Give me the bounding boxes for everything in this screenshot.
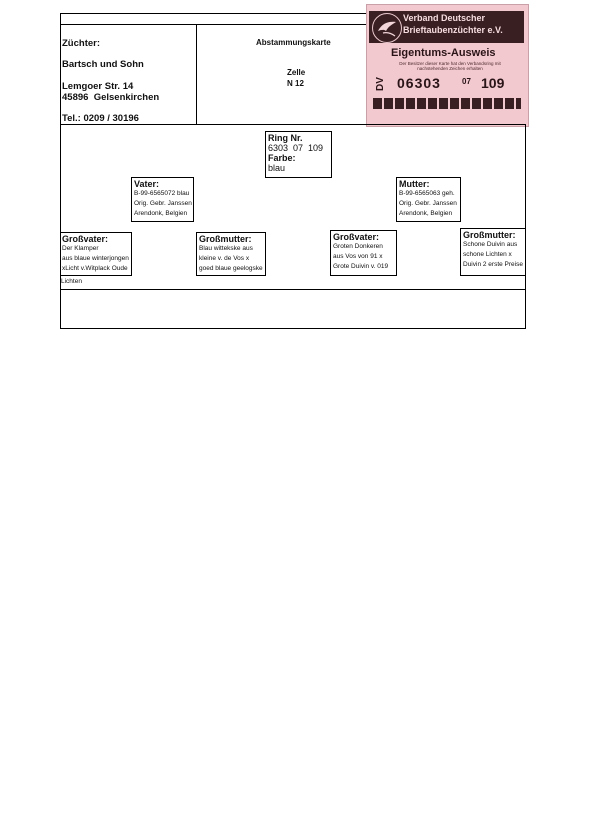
cell-value: N 12: [287, 79, 304, 88]
grandmother-paternal-box: [196, 232, 266, 276]
father-label: Vater:: [134, 179, 160, 189]
ring-label: Ring Nr.: [268, 133, 303, 143]
ownership-pattern-band: [373, 98, 521, 109]
header-divider: [196, 24, 197, 124]
grandparent-line: schone Lichten x: [463, 251, 512, 258]
grandmother-maternal-box: [460, 228, 526, 276]
mother-line: B-99-6565063 geh.: [399, 190, 455, 197]
ownership-country: DV: [375, 77, 386, 91]
breeder-label: Züchter:: [62, 38, 100, 49]
grandparent-line: Der Klamper: [62, 245, 99, 252]
grandparent-label: Großvater:: [333, 232, 380, 242]
grandparent-label: Großmutter:: [463, 230, 516, 240]
card-title: Abstammungskarte: [256, 38, 331, 47]
header-left-rule: [60, 13, 61, 124]
mother-label: Mutter:: [399, 179, 430, 189]
mother-line: Arendonk, Belgien: [399, 210, 453, 217]
ring-value: 6303 07 109: [268, 143, 324, 153]
grandparent-line: Schone Duivin aus: [463, 241, 518, 248]
father-line: Arendonk, Belgien: [134, 210, 188, 217]
color-value: blau: [268, 163, 286, 173]
grandparent-line: aus blaue winterjongen: [62, 255, 129, 262]
father-line: B-99-6565072 blau: [134, 190, 190, 197]
father-box: [131, 177, 194, 222]
grandfather-maternal-box: [330, 230, 397, 276]
ownership-number: 06303: [397, 75, 441, 91]
ownership-note: Der Besitzer dieser Karte hat den Verbandsring mit nachstehenden Zeichen erhalten: [399, 61, 501, 71]
grandparent-label: Großmutter:: [199, 234, 252, 244]
mother-line: Orig. Gebr. Janssen: [399, 200, 457, 207]
pigeon-box: [265, 131, 332, 178]
father-line: Orig. Gebr. Janssen: [134, 200, 192, 207]
breeder-city: 45896 Gelsenkirchen: [62, 92, 160, 103]
pedigree-frame-rule: [60, 289, 526, 290]
grandparent-line: kleine v. de Vos x: [199, 255, 250, 262]
ownership-org-line2: Brieftaubenzüchter e.V.: [403, 25, 503, 35]
grandparent-line: goed blaue geelogske: [199, 265, 263, 272]
breeder-name: Bartsch und Sohn: [62, 59, 144, 70]
grandparent-line: Lichten: [61, 278, 82, 285]
grandparent-line: aus Vos von 91 x: [333, 253, 383, 260]
ownership-year: 07: [462, 77, 471, 86]
grandparent-line: Blau wittekske aus: [199, 245, 253, 252]
breeder-street: Lemgoer Str. 14: [62, 81, 134, 92]
grandparent-line: xLicht v.Witplack Oude: [62, 265, 128, 272]
ownership-title: Eigentums-Ausweis: [391, 47, 496, 59]
mother-box: [396, 177, 461, 222]
grandfather-paternal-box: [60, 232, 132, 276]
grandparent-label: Großvater:: [62, 234, 109, 244]
header-rule: [60, 24, 366, 25]
breeder-phone: Tel.: 0209 / 30196: [62, 113, 139, 124]
grandparent-line: Duivin 2 erste Preise: [463, 261, 523, 268]
ownership-org-line1: Verband Deutscher: [403, 13, 486, 23]
cell-label: Zelle: [287, 68, 306, 77]
ownership-ring: 109: [481, 75, 505, 91]
color-label: Farbe:: [268, 153, 296, 163]
grandparent-line: Grote Duivin v. 019: [333, 263, 389, 270]
header-top-rule: [60, 13, 366, 14]
grandparent-line: Groten Donkeren: [333, 243, 383, 250]
pigeon-logo-icon: [372, 13, 402, 43]
ownership-card: [366, 4, 529, 127]
